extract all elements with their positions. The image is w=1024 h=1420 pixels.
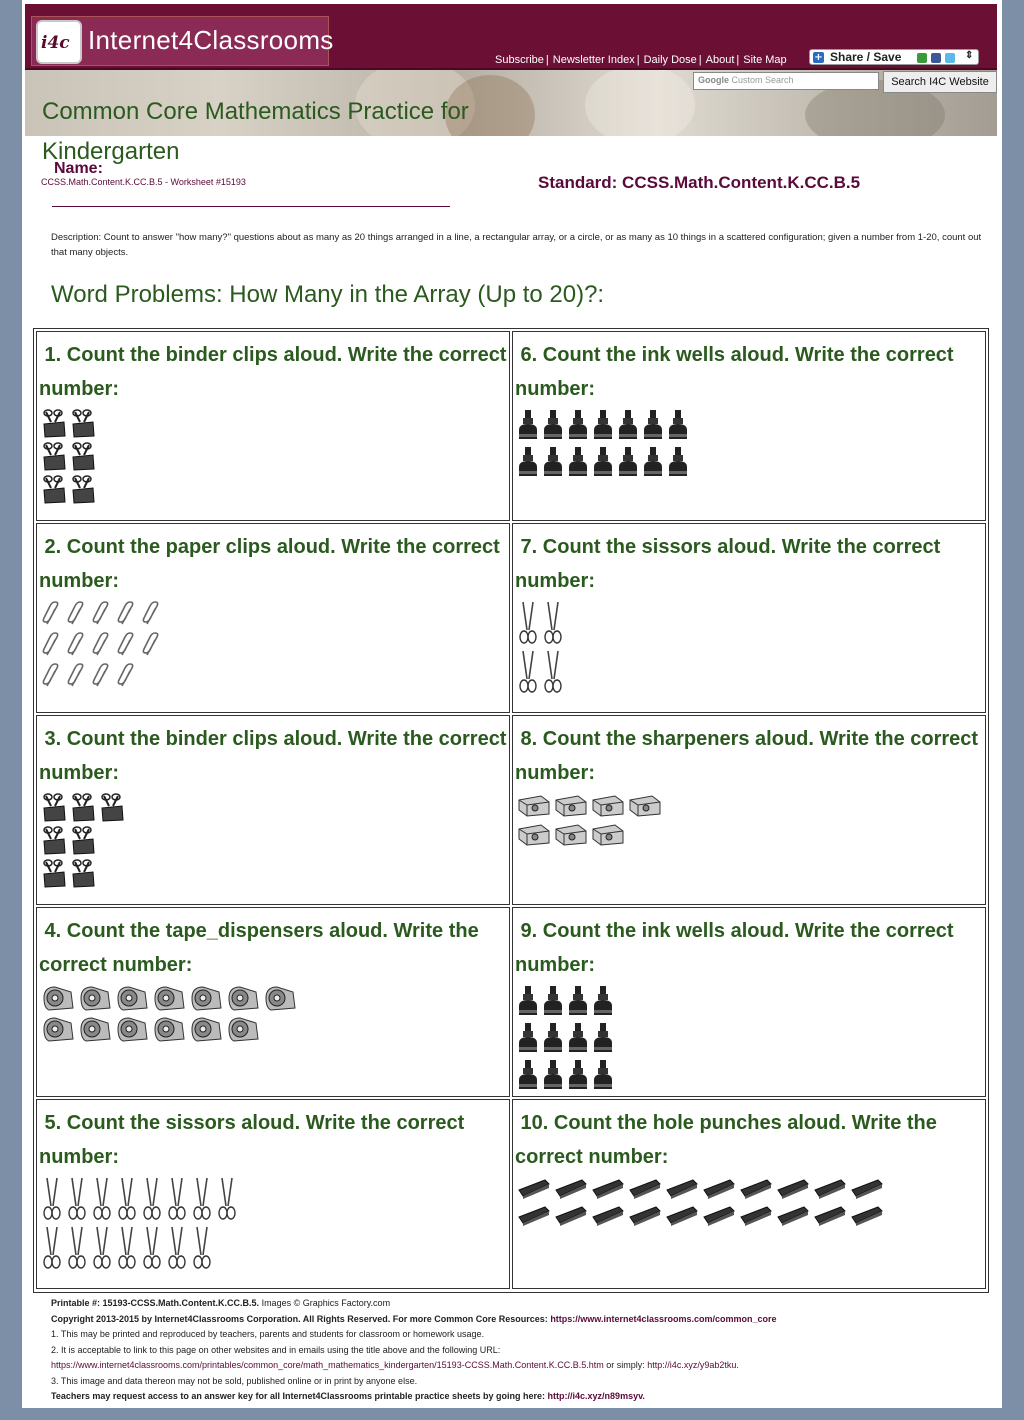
page-url-link[interactable]: https://www.internet4classrooms.com/printables/common_core/math_mathematics_kindergarten/15193-CCSS.Math.Content.K.CC.B.5.htm [51,1360,604,1370]
scissors-icon [91,1225,113,1271]
name-line [52,206,450,207]
hole-punch-icon [739,1176,773,1200]
icon-row [41,1015,297,1043]
hole-punch-icon [776,1203,810,1227]
hole-punch-icon [628,1176,662,1200]
url-or: or simply: [606,1360,645,1370]
icon-row [41,792,125,822]
problem-text: 9. Count the ink wells aloud. Write the correct number: [515,920,954,976]
sharpener-icon [554,792,588,818]
problem-text: 4. Count the tape_dispensers aloud. Write the correct number: [39,920,479,976]
site-banner [25,4,997,70]
ink-well-icon [642,445,664,479]
binder-clip-icon [70,474,96,504]
email-share-icon [917,53,927,63]
paper-clip-icon [66,662,88,690]
ink-well-icon [592,1058,614,1092]
icon-row [41,1225,238,1271]
chevron-updown-icon: ⇕ [965,50,974,61]
binder-clip-icon [70,408,96,438]
icon-row [517,792,662,818]
printable-number: Printable #: 15193-CCSS.Math.Content.K.CC.B.5. [51,1298,260,1308]
hole-punch-icon [813,1203,847,1227]
problem-cell [36,331,510,521]
icon-row [517,984,614,1018]
description: Description: Count to answer "how many?" questions about as many as 20 things arranged in a line, a rectangular array, or a circle, or as many as 10 things in a scattered configuration; given a number from 1-20, count out that many objects. [51,232,982,258]
icon-row [41,408,96,438]
problem-cell [512,907,986,1097]
icon-row [517,649,564,695]
logo-badge [36,20,82,64]
tape-dispenser-icon [263,984,297,1012]
problem-cell [512,1099,986,1289]
ink-well-icon [542,1058,564,1092]
problem-grid [33,328,989,1293]
ink-well-icon [517,1058,539,1092]
hole-punch-icon [628,1203,662,1227]
ink-well-icon [592,984,614,1018]
icon-array [517,1176,884,1230]
sharpener-icon [591,792,625,818]
icon-row [517,445,689,479]
hole-punch-icon [813,1176,847,1200]
ink-well-icon [542,1021,564,1055]
problem-text: 10. Count the hole punches aloud. Write the correct number: [515,1112,937,1168]
icon-array [41,1176,238,1274]
problem-cell [512,715,986,905]
page-title: Common Core Mathematics Practice for Kindergarten [42,98,469,165]
scissors-icon [542,600,564,646]
ink-well-icon [642,408,664,442]
hole-punch-icon [702,1176,736,1200]
binder-clip-icon [70,825,96,855]
icon-row [41,474,96,504]
scissors-icon [41,1225,63,1271]
logo-text: Internet4Classrooms [88,25,334,55]
tape-dispenser-icon [115,984,149,1012]
ink-well-icon [517,1021,539,1055]
paper-clip-icon [41,631,63,659]
icon-row [41,631,163,659]
tape-dispenser-icon [152,1015,186,1043]
ink-well-icon [542,445,564,479]
problem-text: 3. Count the binder clips aloud. Write the correct number: [39,728,507,784]
footer-note-2: 2. It is acceptable to link to this page on other websites and in emails using the title above and the following URL: [51,1344,501,1355]
nav-divider: | [736,54,740,66]
paper-clip-icon [91,662,113,690]
nav-divider: | [636,54,640,66]
hole-punch-icon [850,1203,884,1227]
hole-punch-icon [591,1176,625,1200]
problem-text: 7. Count the sissors aloud. Write the correct number: [515,536,941,592]
binder-clip-icon [70,792,96,822]
binder-clip-icon [70,441,96,471]
scissors-icon [116,1176,138,1222]
site-logo[interactable] [31,16,334,66]
problem-cell [512,523,986,713]
scissors-icon [166,1176,188,1222]
icon-array [41,408,96,507]
ink-well-icon [517,408,539,442]
share-plus-icon: + [814,52,823,63]
ink-well-icon [567,1021,589,1055]
icon-array [517,984,614,1095]
nav-subscribe[interactable]: Subscribe [495,54,544,66]
ink-well-icon [517,984,539,1018]
icon-row [41,1176,238,1222]
ink-well-icon [567,1058,589,1092]
ink-well-icon [592,445,614,479]
icon-row [517,600,564,646]
share-label: Share / Save [830,50,902,64]
ink-well-icon [567,445,589,479]
short-url-link[interactable]: http://i4c.xyz/y9ab2tku. [647,1360,739,1370]
sharpener-icon [628,792,662,818]
scissors-icon [66,1176,88,1222]
scissors-icon [191,1176,213,1222]
hole-punch-icon [665,1176,699,1200]
sharpener-icon [554,821,588,847]
scissors-icon [116,1225,138,1271]
paper-clip-icon [141,631,163,659]
hole-punch-icon [702,1203,736,1227]
paper-clip-icon [91,600,113,628]
sharpener-icon [591,821,625,847]
problem-text: 6. Count the ink wells aloud. Write the correct number: [515,344,954,400]
hole-punch-icon [591,1203,625,1227]
icon-array [517,792,662,850]
google-brand: Google [698,75,729,85]
ink-well-icon [667,408,689,442]
facebook-icon [931,53,941,63]
scissors-icon [517,649,539,695]
paper-clip-icon [41,600,63,628]
icon-row [41,825,125,855]
problem-cell [512,331,986,521]
icon-row [517,1058,614,1092]
icon-row [41,600,163,628]
ink-well-icon [592,1021,614,1055]
ink-well-icon [567,984,589,1018]
standard-heading: Standard: CCSS.Math.Content.K.CC.B.5 [538,173,861,192]
tape-dispenser-icon [41,984,75,1012]
copyright: Copyright 2013-2015 by Internet4Classrooms Corporation. All Rights Reserved. For more Common Core Resources: [51,1313,548,1324]
tape-dispenser-icon [226,1015,260,1043]
icon-array [517,600,564,698]
binder-clip-icon [41,474,67,504]
icon-array [41,600,163,693]
scissors-icon [542,649,564,695]
common-core-link[interactable]: https://www.internet4classrooms.com/common_core [550,1313,777,1324]
paper-clip-icon [41,662,63,690]
nav-newsletter-index[interactable]: Newsletter Index [552,54,635,66]
tape-dispenser-icon [226,984,260,1012]
problem-text: 5. Count the sissors aloud. Write the correct number: [39,1112,465,1168]
tape-dispenser-icon [78,984,112,1012]
hole-punch-icon [554,1176,588,1200]
problem-cell [36,523,510,713]
icon-row [41,441,96,471]
ink-well-icon [542,984,564,1018]
scissors-icon [141,1176,163,1222]
icon-row [517,1176,884,1200]
answer-key-link[interactable]: http://i4c.xyz/n89msyv. [547,1391,645,1401]
scissors-icon [216,1176,238,1222]
tape-dispenser-icon [78,1015,112,1043]
sharpener-icon [517,821,551,847]
scissors-icon [166,1225,188,1271]
problem-text: 1. Count the binder clips aloud. Write the correct number: [39,344,507,400]
tape-dispenser-icon [115,1015,149,1043]
hole-punch-icon [554,1203,588,1227]
hole-punch-icon [850,1176,884,1200]
paper-clip-icon [116,662,138,690]
ink-well-icon [617,445,639,479]
paper-clip-icon [66,600,88,628]
icon-row [517,1203,884,1227]
nav-site-map[interactable]: Site Map [743,54,787,66]
problem-cell [36,1099,510,1289]
hole-punch-icon [776,1176,810,1200]
problem-text: 2. Count the paper clips aloud. Write the correct number: [39,536,500,592]
paper-clip-icon [66,631,88,659]
search-button[interactable]: Search I4C Website [883,71,997,93]
ink-well-icon [592,408,614,442]
worksheet-meta: CCSS.Math.Content.K.CC.B.5 - Worksheet #15193 [41,177,246,187]
icon-row [41,662,163,690]
tape-dispenser-icon [41,1015,75,1043]
icon-array [41,792,125,891]
hole-punch-icon [517,1176,551,1200]
scissors-icon [91,1176,113,1222]
problem-cell [36,715,510,905]
scissors-icon [191,1225,213,1271]
answer-key-note: Teachers may request access to an answer key for all Internet4Classrooms printable practice sheets by going here: [51,1391,546,1401]
binder-clip-icon [70,858,96,888]
paper-clip-icon [91,631,113,659]
binder-clip-icon [99,792,125,822]
footer-note-1: 1. This may be printed and reproduced by teachers, parents and students for classroom or homework usage. [51,1329,485,1339]
tape-dispenser-icon [189,984,223,1012]
hole-punch-icon [517,1203,551,1227]
page-container [22,0,1002,1408]
nav-divider: | [545,54,549,66]
twitter-icon [945,53,955,63]
binder-clip-icon [41,792,67,822]
hole-punch-icon [739,1203,773,1227]
tape-dispenser-icon [189,1015,223,1043]
icon-array [41,984,297,1046]
sharpener-icon [517,792,551,818]
hole-punch-icon [665,1203,699,1227]
ink-well-icon [542,408,564,442]
logo-badge-text: i4c [41,33,70,53]
share-save-button[interactable] [809,49,979,65]
scissors-icon [517,600,539,646]
paper-clip-icon [116,631,138,659]
paper-clip-icon [141,600,163,628]
scissors-icon [41,1176,63,1222]
search-input[interactable] [693,72,879,90]
hero-photo-highlight [585,70,695,136]
footer-note-3: 3. This image and data thereon may not be sold, published online or in print by anyone else. [51,1375,418,1386]
icon-array [517,408,689,482]
ink-well-icon [667,445,689,479]
tape-dispenser-icon [152,984,186,1012]
binder-clip-icon [41,441,67,471]
name-label: Name: [54,160,103,177]
scissors-icon [66,1225,88,1271]
scissors-icon [141,1225,163,1271]
problem-text: 8. Count the sharpeners aloud. Write the correct number: [515,728,979,784]
paper-clip-icon [116,600,138,628]
images-credit: Images © Graphics Factory.com [261,1298,391,1308]
nav-daily-dose[interactable]: Daily Dose [643,54,697,66]
ink-well-icon [517,445,539,479]
binder-clip-icon [41,825,67,855]
icon-row [517,408,689,442]
icon-row [517,821,662,847]
icon-row [41,858,125,888]
section-title: Word Problems: How Many in the Array (Up to 20)?: [51,281,605,308]
footer [51,1296,981,1405]
problem-cell [36,907,510,1097]
search-placeholder: Custom Search [731,75,794,85]
top-navigation [495,54,787,66]
binder-clip-icon [41,408,67,438]
nav-about[interactable]: About [705,54,735,66]
ink-well-icon [617,408,639,442]
icon-row [41,984,297,1012]
icon-row [517,1021,614,1055]
binder-clip-icon [41,858,67,888]
nav-divider: | [698,54,702,66]
ink-well-icon [567,408,589,442]
